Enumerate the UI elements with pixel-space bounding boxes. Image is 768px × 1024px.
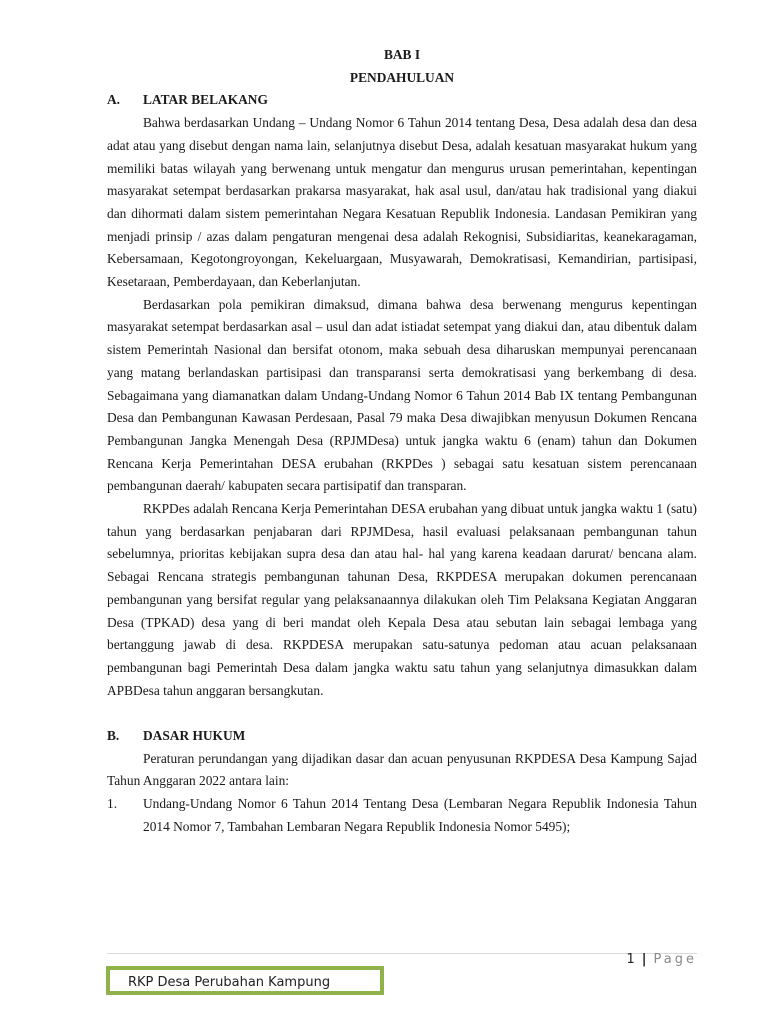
paragraph: Berdasarkan pola pemikiran dimaksud, dimana bahwa desa berwenang mengurus kepentingan masyarakat setempat berdasarkan asal – usul dan adat istiadat setempat yang diakui dan, atau dibentuk dalam sistem Pemerintah Nasional dan bersifat otonom, maka sebuah desa diharuskan mempunyai perencanaan yang matang berlandaskan partisipasi dan transparansi serta demokratisasi yang berkembang di desa. Sebagaimana yang diamanatkan dalam Undang-Undang Nomor 6 Tahun 2014 Bab IX tentang Pembangunan Desa dan Pembangunan Kawasan Perdesaan, Pasal 79 maka Desa diwajibkan menyusun Dokumen Rencana Pembangunan Jangka Menengah Desa (RPJMDesa) untuk jangka waktu 6 (enam) tahun dan Dokumen Rencana Kerja Pemerintahan DESA erubahan (RKPDes ) sebagai satu kesatuan sistem perencanaan pembangunan daerah/ kabupaten secara partisipatif dan transparan.	[107, 296, 697, 494]
page-number: 1	[626, 952, 636, 967]
section-a-number: A.	[107, 92, 121, 108]
section-b-number: B.	[107, 728, 120, 744]
footer-title-box	[106, 966, 384, 995]
chapter-title: PENDAHULUAN	[349, 69, 455, 85]
paragraph: Bahwa berdasarkan Undang – Undang Nomor 6 Tahun 2014 tentang Desa, Desa adalah desa dan desa adat atau yang disebut dengan nama lain, selanjutnya disebut Desa, adalah kesatuan masyarakat hukum yang memiliki batas wilayah yang berwenang untuk mengatur dan mengurus urusan pemerintahan, kepentingan masyarakat setempat berdasarkan prakarsa masyarakat, hak asal usul, dan/atau hak tradisional yang diakui dan dihormati dalam sistem pemerintahan Negara Kesatuan Republik Indonesia. Landasan Pemikiran yang menjadi prinsip / azas dalam pengaturan mengenai desa adalah Rekognisi, Subsidiaritas, keanekaragaman, Kebersamaan, Kegotongroyongan, Kekeluargaan, Musyawarah, Demokratisasi, Kemandirian, partisipasi, Kesetaraan, Pemberdayaan, dan Keberlanjutan.	[107, 115, 697, 290]
section-b-heading	[107, 725, 697, 748]
chapter-number: BAB I	[383, 47, 421, 62]
section-b-intro: Peraturan perundangan yang dijadikan dasar dan acuan penyusunan RKPDESA Desa Kampung Sajad Tahun Anggaran 2022 antara lain:	[107, 750, 697, 789]
page-separator: |	[641, 952, 648, 967]
section-a-title: LATAR BELAKANG	[143, 92, 268, 108]
spacer	[107, 702, 697, 725]
section-a-heading	[107, 89, 697, 112]
paragraph: RKPDes adalah Rencana Kerja Pemerintahan DESA erubahan yang dibuat untuk jangka waktu 1 (satu) tahun yang berdasarkan penjabaran dari RPJMDesa, hasil evaluasi pelaksanaan pembangunan tahun sebelumnya, prioritas kebijakan supra desa dan atau hal- hal yang karena keadaan darurat/ bencana alam. Sebagai Rencana strategis pembangunan tahunan Desa, RKPDESA merupakan dokumen perencanaan pembangunan yang bersifat regular yang pelaksanaannya dilakukan oleh Tim Pelaksana Kegiatan Anggaran Desa (TPKAD) desa yang di beri mandat oleh Kepala Desa atau sebutan lain sebagai lembaga yang bertanggung jawab di desa. RKPDESA merupakan satu-satunya pedoman atau acuan pelaksanaan pembangunan bagi Pemerintah Desa dalam jangka waktu satu tahun yang selanjutnya dimasukkan dalam APBDesa tahun anggaran bersangkutan.	[107, 501, 697, 698]
page-word: Page	[653, 952, 697, 967]
document-page	[107, 44, 697, 839]
list-item-number: 1.	[107, 796, 118, 812]
footer-title-text: RKP Desa Perubahan Kampung	[128, 975, 331, 990]
footer-divider	[107, 953, 697, 954]
page-number-label	[626, 952, 697, 967]
section-b-title: DASAR HUKUM	[143, 728, 246, 744]
list-item	[107, 793, 697, 838]
list-item-text: Undang-Undang Nomor 6 Tahun 2014 Tentang Desa (Lembaran Negara Republik Indonesia Tahun 2014 Nomor 7, Tambahan Lembaran Negara Republik Indonesia Nomor 5495);	[143, 796, 697, 834]
